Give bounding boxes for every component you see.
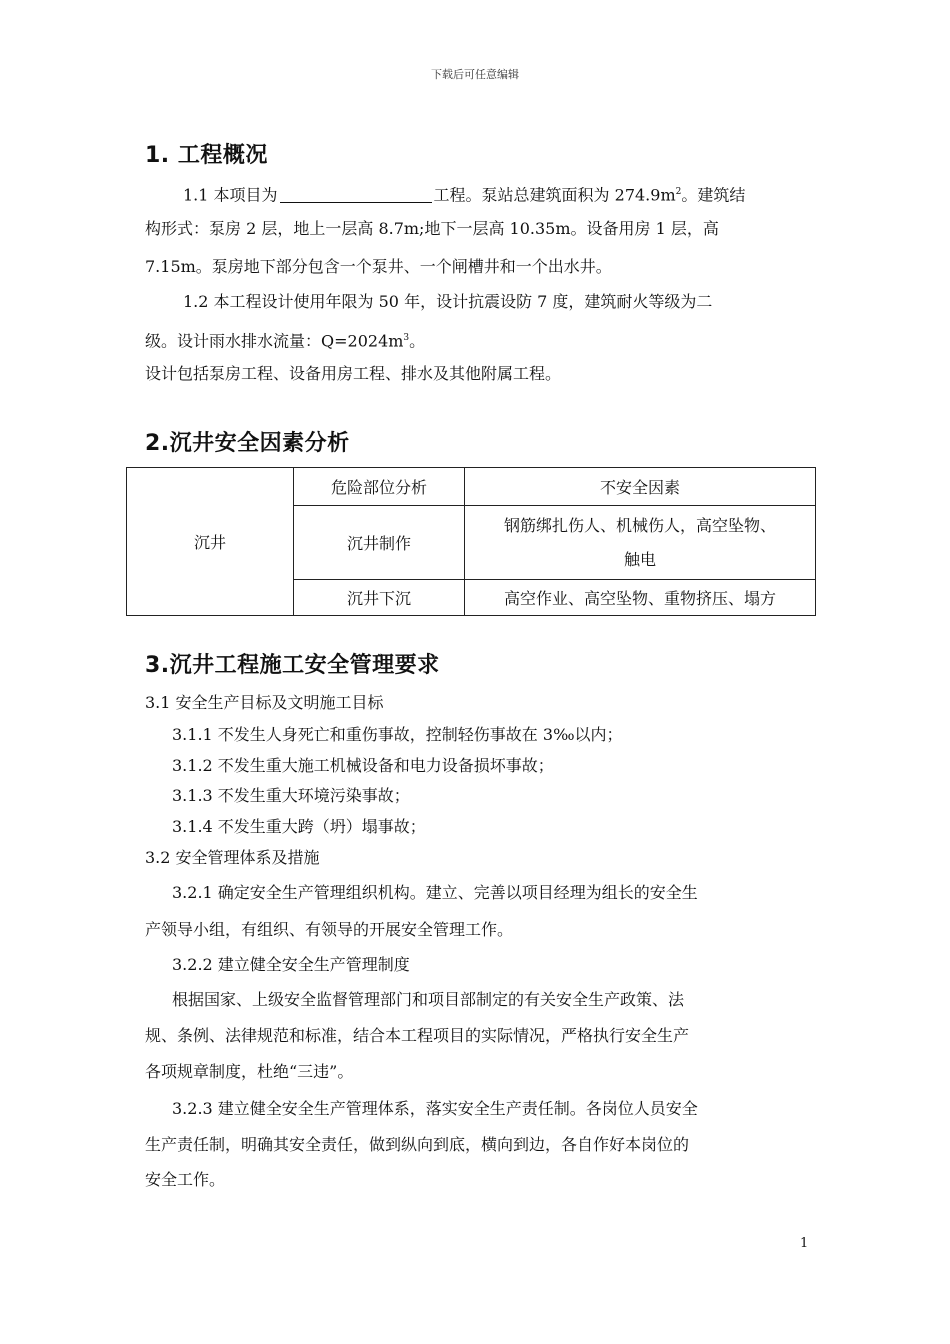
section-3-title: 3.沉井工程施工安全管理要求 <box>145 653 440 678</box>
item-3-2-2-para-line-2: 规、条例、法律规范和标准，结合本工程项目的实际情况，严格执行安全生产 <box>145 1026 690 1045</box>
table-header-factors: 不安全因素 <box>465 468 816 506</box>
page-number: 1 <box>800 1236 809 1251</box>
p1-superscript: 2 <box>675 187 682 197</box>
item-3-2-1-line-2: 产领导小组，有组织、有领导的开展安全管理工作。 <box>145 920 514 939</box>
table-row-label: 沉井 <box>127 468 294 616</box>
p1-text-a: 1.1 本项目为 <box>183 185 278 205</box>
paragraph-1-2-line-2 <box>145 328 425 351</box>
table-header-row <box>127 468 816 506</box>
item-3-2-2: 3.2.2 建立健全安全生产管理制度 <box>172 955 410 974</box>
p1-text-b: 工程。泵站总建筑面积为 274.9m <box>433 185 676 205</box>
item-3-1-4: 3.1.4 不发生重大跨（坍）塌事故； <box>172 817 426 836</box>
table-cell-part: 沉井制作 <box>294 506 465 580</box>
p1-text-c: 。建筑结 <box>681 185 746 205</box>
table-header-part: 危险部位分析 <box>294 468 465 506</box>
table-cell-factors <box>465 506 816 580</box>
paragraph-1-3: 设计包括泵房工程、设备用房工程、排水及其他附属工程。 <box>145 364 562 383</box>
item-3-2-1-line-1: 3.2.1 确定安全生产管理组织机构。建立、完善以项目经理为组长的安全生 <box>172 883 698 902</box>
item-3-2-3-line-2: 生产责任制，明确其安全责任，做到纵向到底，横向到边，各自作好本岗位的 <box>145 1135 690 1154</box>
item-3-2-3-line-3: 安全工作。 <box>145 1170 226 1189</box>
table-cell-factors: 高空作业、高空坠物、重物挤压、塌方 <box>465 580 816 616</box>
p2-superscript: 3 <box>403 333 410 343</box>
table-cell-part: 沉井下沉 <box>294 580 465 616</box>
paragraph-1-1-line-1 <box>183 182 745 205</box>
item-3-1-3: 3.1.3 不发生重大环境污染事故； <box>172 786 410 805</box>
heading-3-2: 3.2 安全管理体系及措施 <box>145 848 320 867</box>
heading-3-1: 3.1 安全生产目标及文明施工目标 <box>145 693 384 712</box>
factors-line-2: 触电 <box>623 549 656 569</box>
item-3-2-3-line-1: 3.2.3 建立健全安全生产管理体系，落实安全生产责任制。各岗位人员安全 <box>172 1099 698 1118</box>
section-1-title: 1. 工程概况 <box>145 143 268 168</box>
factors-line-1: 钢筋绑扎伤人、机械伤人，高空坠物、 <box>503 515 776 535</box>
p2-text-b: 。 <box>409 331 426 351</box>
item-3-1-2: 3.1.2 不发生重大施工机械设备和电力设备损坏事故； <box>172 756 554 775</box>
risk-analysis-table <box>126 467 816 616</box>
project-name-blank <box>280 186 432 203</box>
p2-text-a: 级。设计雨水排水流量：Q=2024m <box>145 331 404 351</box>
item-3-1-1: 3.1.1 不发生人身死亡和重伤事故，控制轻伤事故在 3‰以内； <box>172 725 623 744</box>
paragraph-1-2-line-1: 1.2 本工程设计使用年限为 50 年，设计抗震设防 7 度，建筑耐火等级为二 <box>183 292 713 311</box>
paragraph-1-1-line-2: 构形式：泵房 2 层，地上一层高 8.7m;地下一层高 10.35m。设备用房 1 层，高 <box>145 219 719 238</box>
download-note: 下载后可任意编辑 <box>431 68 519 81</box>
item-3-2-2-para-line-1: 根据国家、上级安全监督管理部门和项目部制定的有关安全生产政策、法 <box>172 990 685 1009</box>
paragraph-1-1-line-3: 7.15m。泵房地下部分包含一个泵井、一个闸槽井和一个出水井。 <box>145 257 612 276</box>
item-3-2-2-para-line-3: 各项规章制度，杜绝“三违”。 <box>145 1062 354 1081</box>
section-2-title: 2.沉井安全因素分析 <box>145 431 350 456</box>
